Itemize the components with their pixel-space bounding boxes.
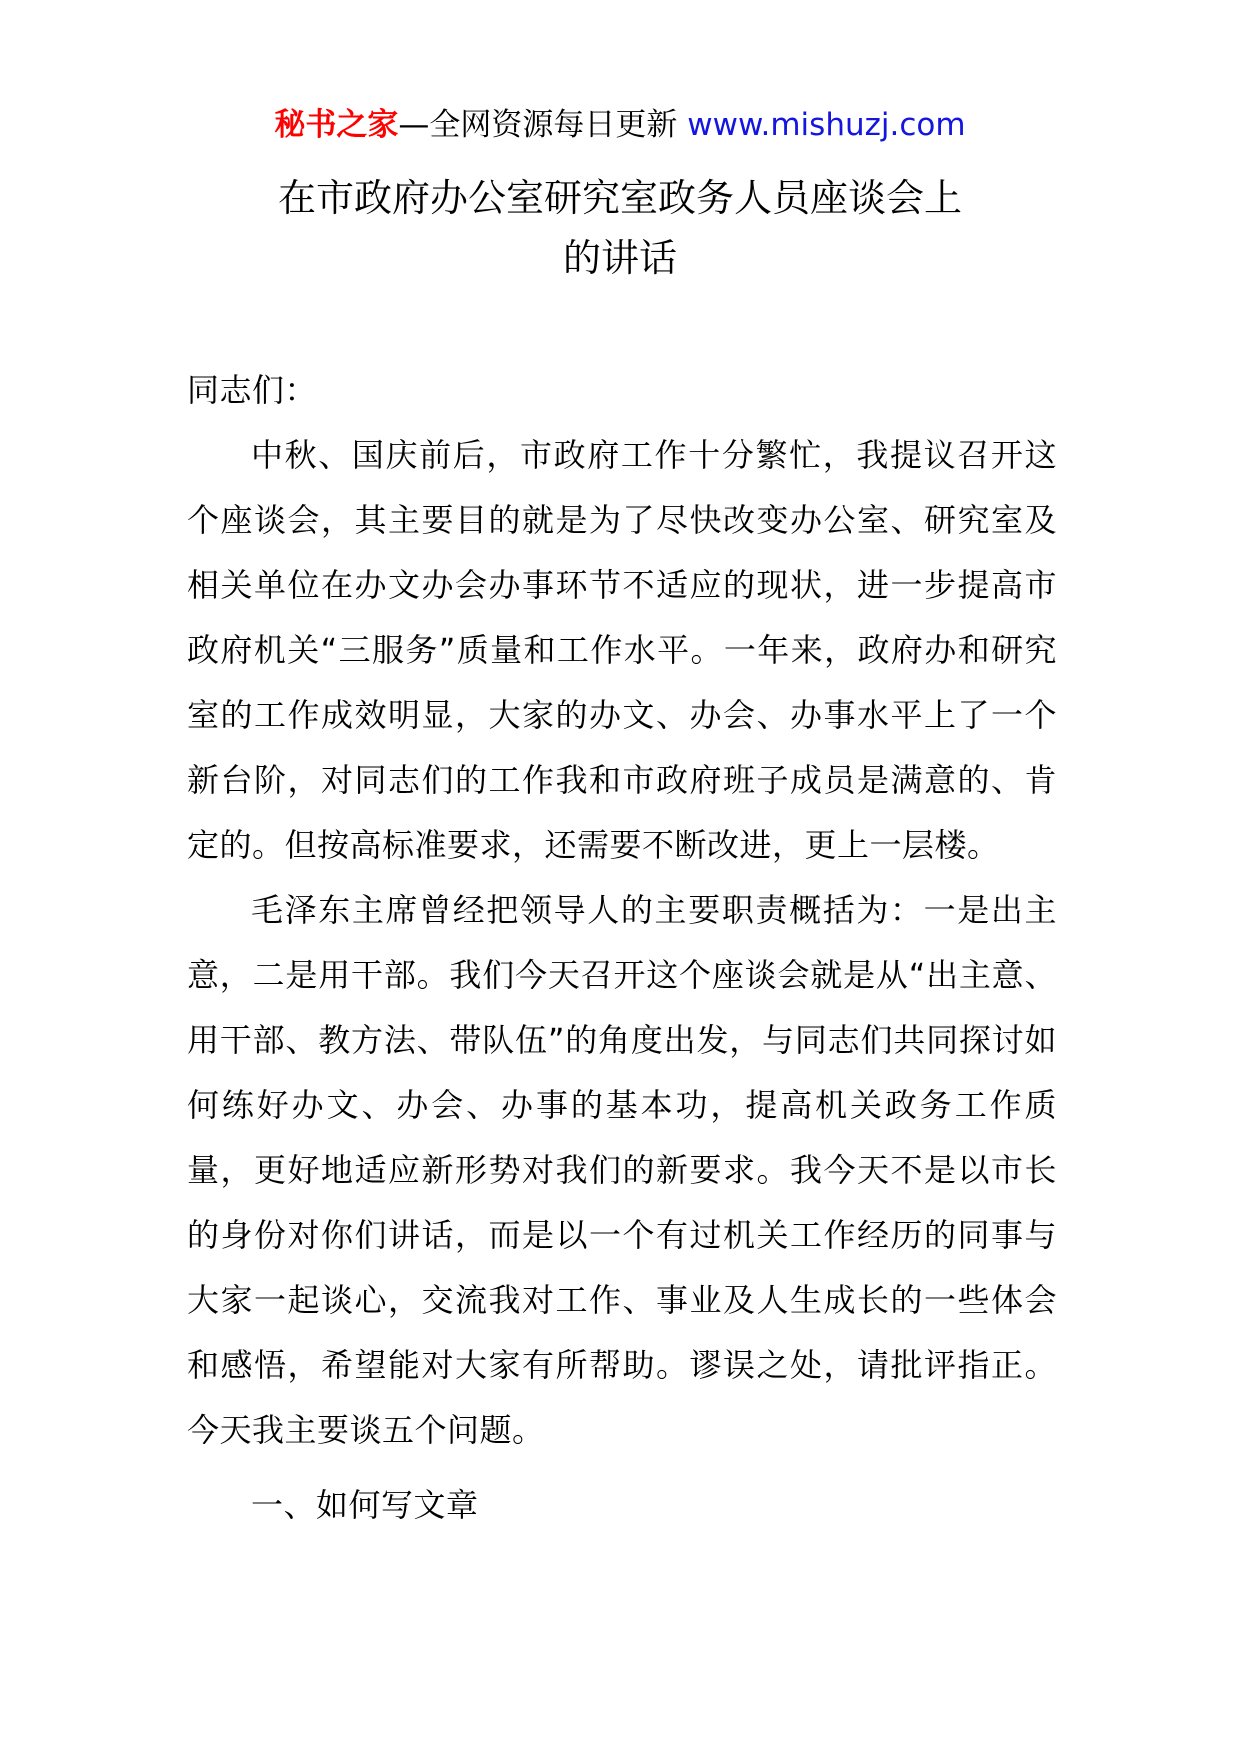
site-brand: 秘书之家: [274, 107, 399, 143]
salutation: 同志们：: [187, 371, 318, 409]
paragraph-2: 毛泽东主席曾经把领导人的主要职责概括为：一是出主意，二是用干部。我们今天召开这个座谈会就是从“出主意、用干部、教方法、带队伍”的角度出发，与同志们共同探讨如何练好办文、办会、办事的基本功，提高机关政务工作质量，更好地适应新形势对我们的新要求。我今天不是以市长的身份对你们讲话，而是以一个有过机关工作经历的同事与大家一起谈心，交流我对工作、事业及人生成长的一些体会和感悟，希望能对大家有所帮助。谬误之处，请批评指正。今天我主要谈五个问题。: [187, 891, 1057, 1449]
site-header: [0, 102, 1240, 148]
title-line-1: 在市政府办公室研究室政务人员座谈会上: [277, 176, 962, 220]
site-tagline: —全网资源每日更新: [398, 107, 688, 143]
site-url-link[interactable]: www.mishuzj.com: [687, 107, 966, 143]
paragraph-1: 中秋、国庆前后，市政府工作十分繁忙，我提议召开这个座谈会，其主要目的就是为了尽快改变办公室、研究室及相关单位在办文办会办事环节不适应的现状，进一步提高市政府机关“三服务”质量和工作水平。一年来，政府办和研究室的工作成效明显，大家的办文、办会、办事水平上了一个新台阶，对同志们的工作我和市政府班子成员是满意的、肯定的。但按高标准要求，还需要不断改进，更上一层楼。: [187, 436, 1057, 864]
section-heading: 一、如何写文章: [251, 1486, 479, 1524]
document-title: [0, 168, 1240, 288]
title-line-2: 的讲话: [562, 236, 677, 280]
document-body: [187, 358, 1057, 1538]
